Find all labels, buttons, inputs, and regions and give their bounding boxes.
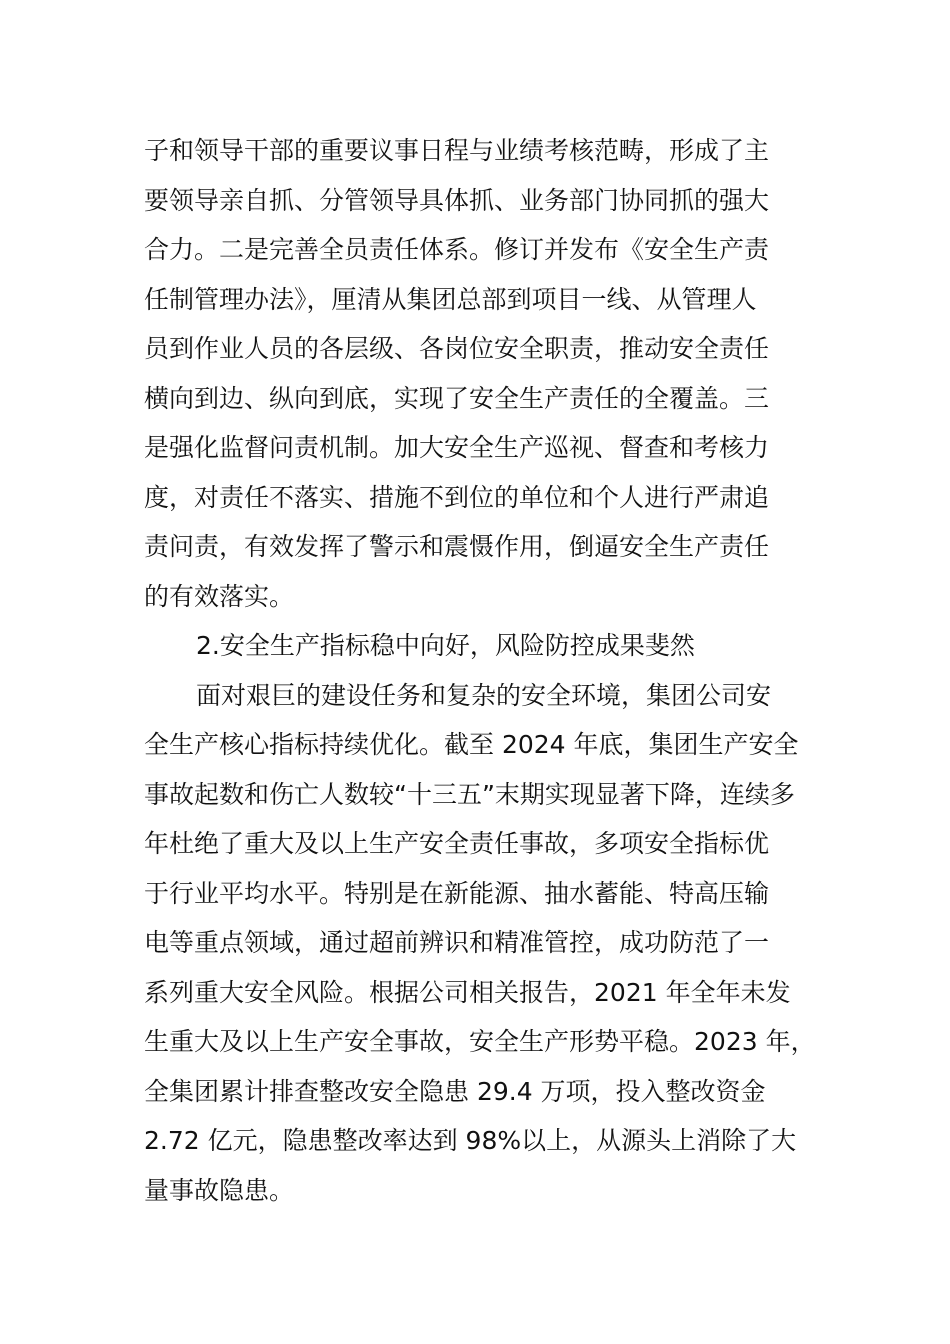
text-line: 全集团累计排查整改安全隐患 29.4 万项，投入整改资金: [144, 1076, 766, 1106]
text-line: 面对艰巨的建设任务和复杂的安全环境，集团公司安: [196, 680, 772, 710]
body-text: [144, 126, 816, 1215]
text-line: 量事故隐患。: [144, 1175, 295, 1205]
text-line: 子和领导干部的重要议事日程与业绩考核范畴，形成了主: [144, 136, 770, 165]
text-line: 横向到边、纵向到底，实现了安全生产责任的全覆盖。三: [144, 383, 770, 413]
paragraph-safety-indicators: [144, 671, 816, 1216]
text-line: 任制管理办法》，厘清从集团总部到项目一线、从管理人: [144, 284, 757, 314]
text-line: 的有效落实。: [144, 581, 295, 611]
text-line: 2.72 亿元，隐患整改率达到 98%以上，从源头上消除了大: [144, 1126, 797, 1155]
text-line: 责问责，有效发挥了警示和震慑作用，倒逼安全生产责任: [144, 532, 770, 561]
text-line: 全生产核心指标持续优化。截至 2024 年底，集团生产安全: [144, 730, 799, 759]
text-line: 事故起数和伤亡人数较“十三五”末期实现显著下降，连续多: [144, 779, 795, 809]
text-line: 电等重点领域，通过超前辨识和精准管控，成功防范了一: [144, 928, 770, 957]
text-line: 于行业平均水平。特别是在新能源、抽水蓄能、特高压输: [144, 878, 770, 908]
text-line: 度，对责任不落实、措施不到位的单位和个人进行严肃追: [144, 482, 770, 512]
section-heading: 2.安全生产指标稳中向好，风险防控成果斐然: [196, 631, 695, 660]
text-line: 生重大及以上生产安全事故，安全生产形势平稳。2023 年，: [144, 1027, 816, 1056]
text-line: 员到作业人员的各层级、各岗位安全职责，推动安全责任: [144, 334, 770, 363]
text-line: 系列重大安全风险。根据公司相关报告，2021 年全年未发: [144, 977, 791, 1007]
text-line: 是强化监督问责机制。加大安全生产巡视、督查和考核力: [144, 433, 770, 462]
text-line: 合力。二是完善全员责任体系。修订并发布《安全生产责: [144, 235, 770, 264]
text-line: 要领导亲自抓、分管领导具体抓、业务部门协同抓的强大: [144, 185, 770, 215]
text-line: 年杜绝了重大及以上生产安全责任事故，多项安全指标优: [144, 829, 770, 858]
paragraph-responsibility-system: [144, 126, 808, 621]
